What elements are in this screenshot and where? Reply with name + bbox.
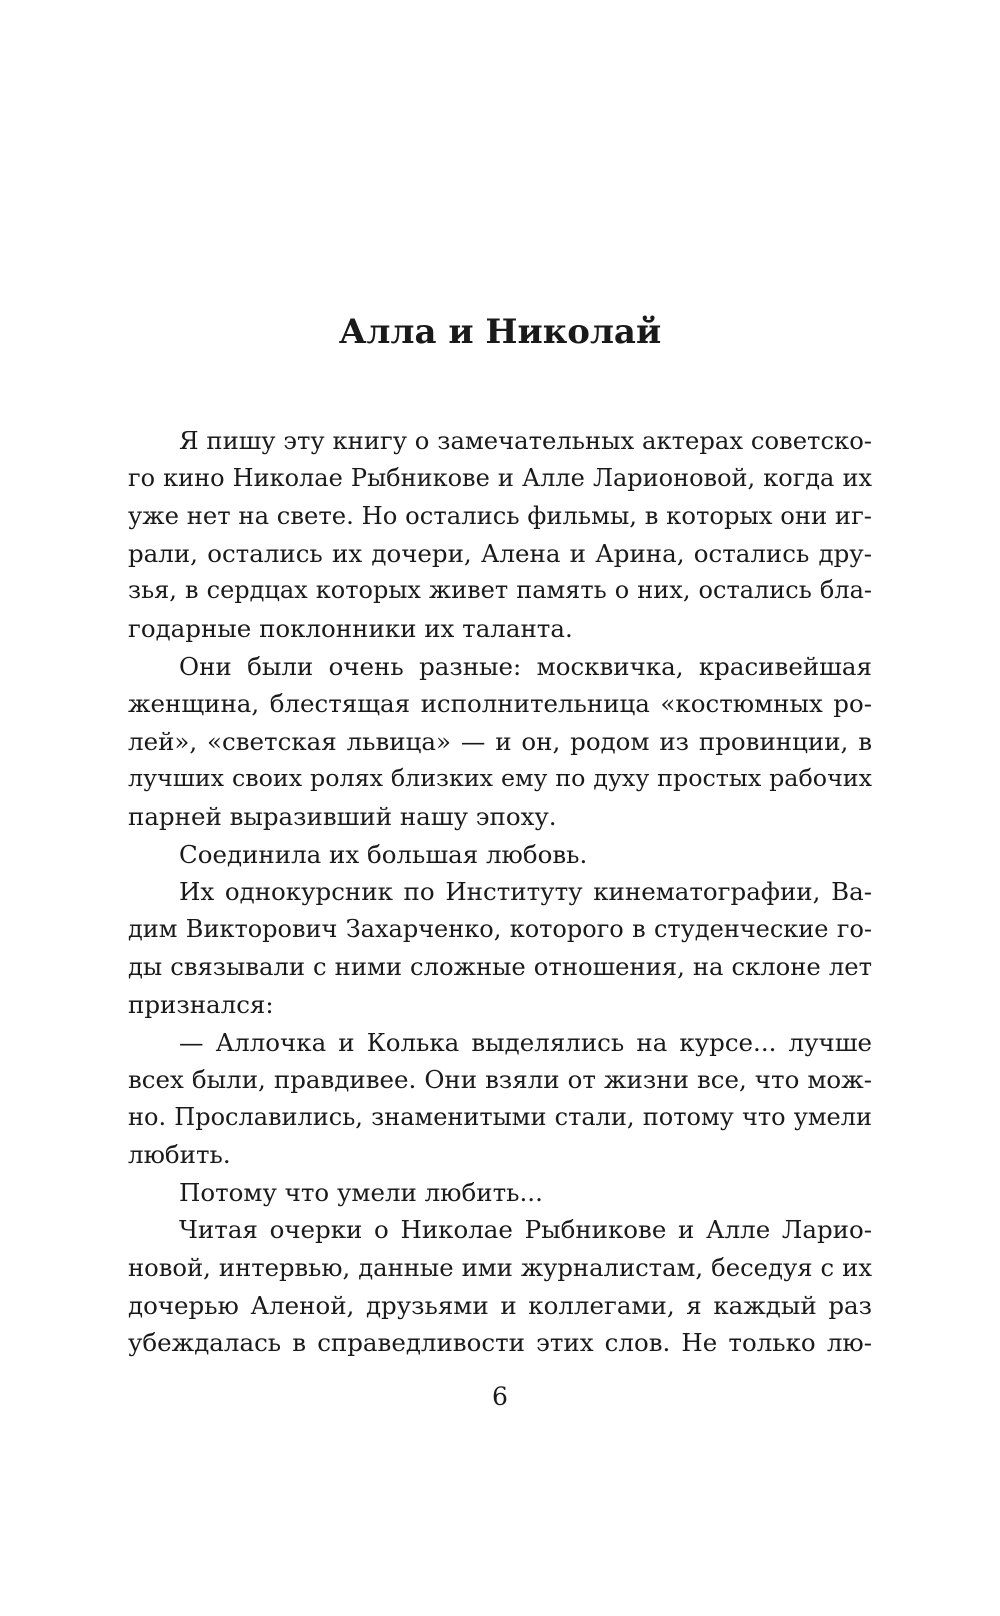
text-line: убеждалась в справедливости этих слов. Не только лю- [128,1328,872,1358]
text-line: уже нет на свете. Но остались фильмы, в которых они иг- [128,501,872,531]
text-line: Соединила их большая любовь. [179,839,588,869]
text-line: лей», «светская львица» — и он, родом из провинции, в [128,726,872,756]
page-number: 6 [492,1382,508,1411]
text-line: дочерью Аленой, друзьями и коллегами, я каждый раз [128,1290,872,1320]
text-line: Их однокурсник по Институту кинематографии, Ва- [179,877,872,907]
body-text [128,422,872,1362]
chapter-title: Алла и Николай [338,312,662,352]
text-line: годарные поклонники их таланта. [128,613,573,643]
text-line: признался: [128,989,274,1019]
text-line: парней выразивший нашу эпоху. [128,801,557,831]
text-line: ды связывали с ними сложные отношения, на склоне лет [128,952,872,982]
text-line: рали, остались их дочери, Алена и Арина, остались дру- [128,538,872,568]
text-line: новой, интервью, данные ими журналистам, беседуя с их [128,1253,872,1283]
text-line: женщина, блестящая исполнительница «костюмных ро- [128,689,872,719]
text-line: зья, в сердцах которых живет память о них, остались бла- [128,576,872,605]
text-line: но. Прославились, знаменитыми стали, потому что умели [128,1102,872,1131]
text-line: — Аллочка и Колька выделялись на курсе... лучше [179,1027,872,1057]
text-line: лучших своих ролях близких ему по духу простых рабочих [128,764,872,793]
text-line: Они были очень разные: москвичка, красивейшая [179,651,872,681]
text-line: Потому что умели любить... [179,1177,543,1207]
text-line: дим Викторович Захарченко, которого в студенческие го- [128,914,872,943]
text-line: го кино Николае Рыбникове и Алле Ларионовой, когда их [128,463,872,492]
text-line: всех были, правдивее. Они взяли от жизни все, что мож- [128,1065,872,1095]
text-line: Я пишу эту книгу о замечательных актерах советско- [179,426,872,455]
text-line: Читая очерки о Николае Рыбникове и Алле Ларио- [179,1215,872,1245]
text-line: любить. [128,1140,231,1170]
